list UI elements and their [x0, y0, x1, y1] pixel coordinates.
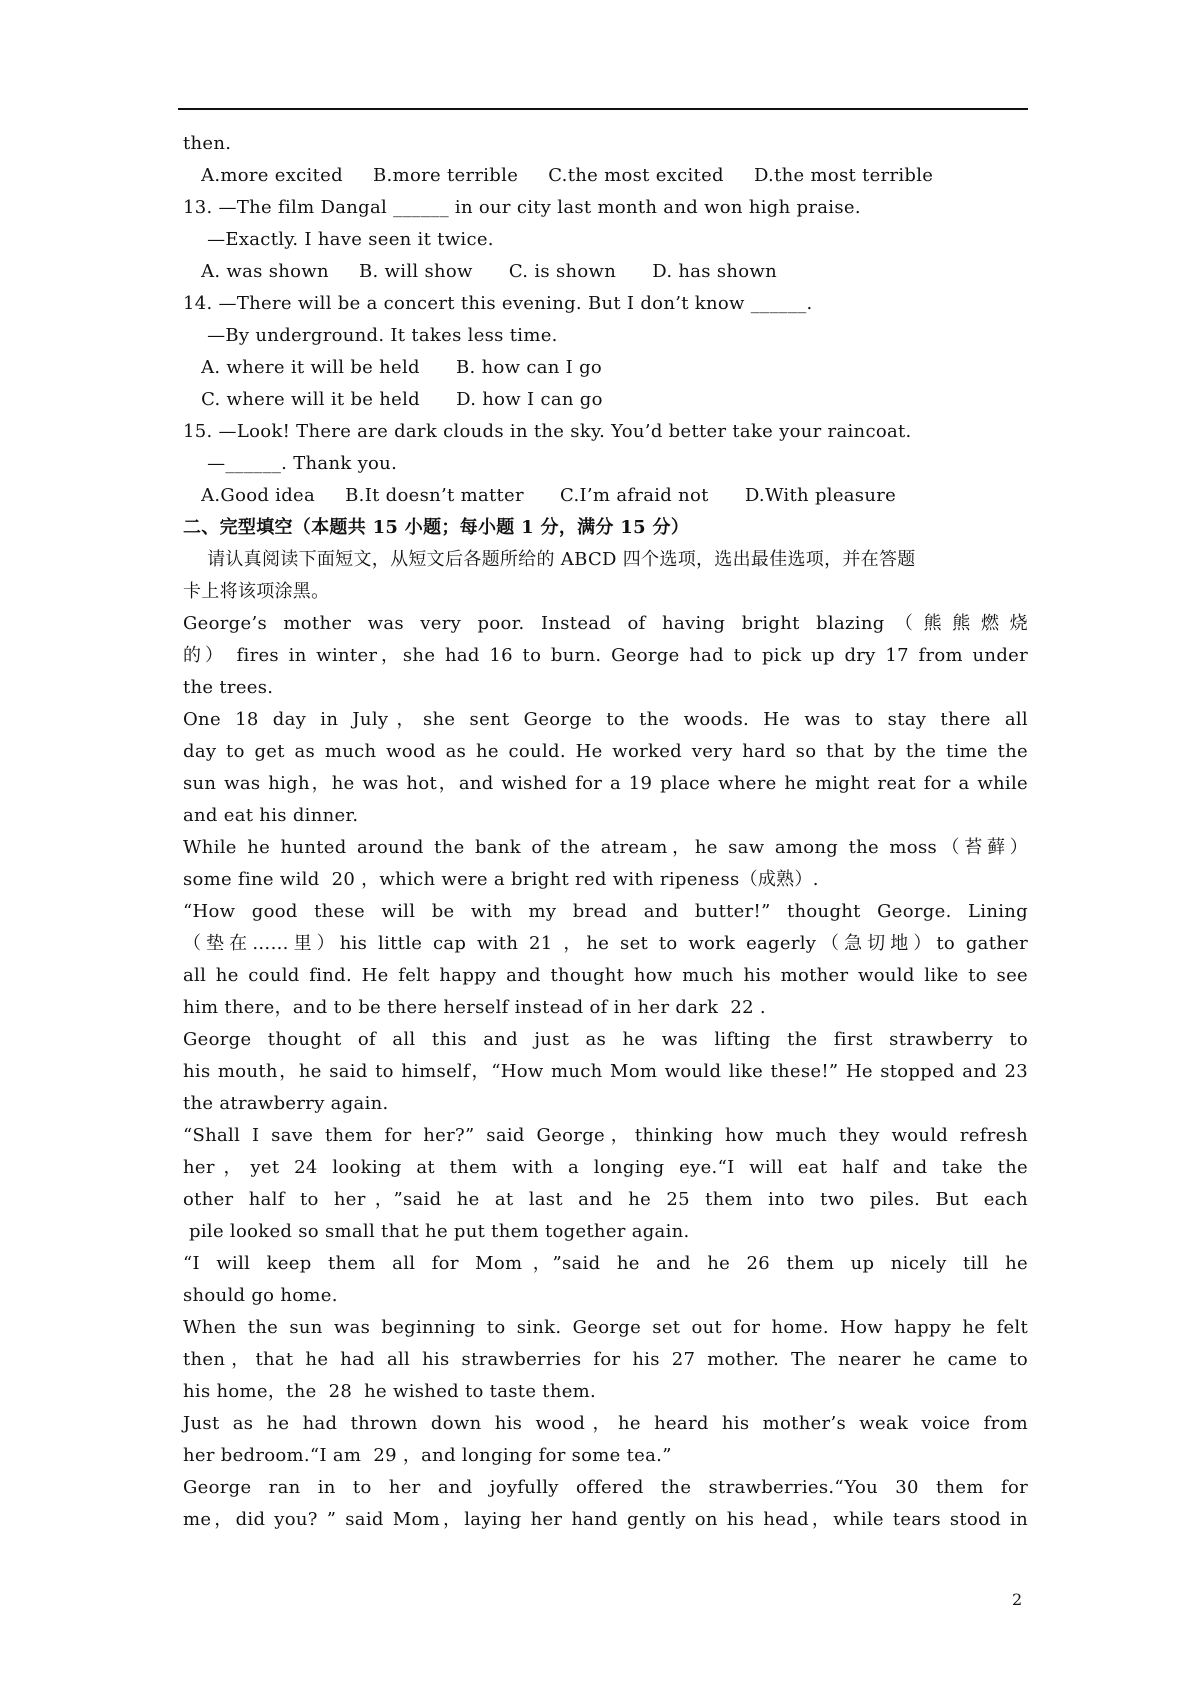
- text-line: —By underground. It takes less time.: [183, 325, 558, 346]
- text-line: him there，and to be there herself instead of in her dark 22 .: [183, 997, 766, 1018]
- text-line: One 18 day in July，she sent George to the woods. He was to stay there all: [183, 709, 1028, 730]
- text-line: pile looked so small that he put them together again.: [183, 1221, 690, 1242]
- text-line: （垫在……里）his little cap with 21 ，he set to work eagerly（急切地）to gather: [183, 933, 1028, 954]
- text-line: 二、完型填空（本题共 15 小题；每小题 1 分，满分 15 分）: [183, 517, 690, 538]
- text-line: his home，the 28 he wished to taste them.: [183, 1381, 597, 1402]
- header-rule: [178, 108, 1028, 110]
- text-line: 13. —The film Dangal ______ in our city last month and won high praise.: [183, 197, 861, 218]
- text-line: When the sun was beginning to sink. George set out for home. How happy he felt: [183, 1317, 1028, 1338]
- text-line: “I will keep them all for Mom，”said he and he 26 them up nicely till he: [183, 1253, 1028, 1274]
- text-line: day to get as much wood as he could. He worked very hard so that by the time the: [183, 741, 1028, 762]
- text-line: C. where will it be held D. how I can go: [183, 389, 603, 410]
- page-number: 2: [1012, 1590, 1023, 1609]
- text-line: some fine wild 20 ，which were a bright red with ripeness（成熟）.: [183, 869, 819, 890]
- text-line: —______. Thank you.: [183, 453, 398, 474]
- text-line: the trees.: [183, 677, 274, 698]
- text-line: A.Good idea B.It doesn’t matter C.I’m afraid not D.With pleasure: [183, 485, 897, 506]
- text-line: should go home.: [183, 1285, 338, 1306]
- text-line: me，did you? ” said Mom，laying her hand gently on his head，while tears stood in: [183, 1509, 1028, 1530]
- text-line: George’s mother was very poor. Instead of having bright blazing（熊熊燃烧: [183, 613, 1028, 634]
- text-line: Just as he had thrown down his wood，he heard his mother’s weak voice from: [183, 1413, 1028, 1434]
- text-line: A. where it will be held B. how can I go: [183, 357, 603, 378]
- text-line: 请认真阅读下面短文，从短文后各题所给的 ABCD 四个选项，选出最佳选项，并在答题: [183, 549, 916, 570]
- text-line: sun was high，he was hot，and wished for a 19 place where he might reat for a while: [183, 773, 1028, 794]
- text-line: —Exactly. I have seen it twice.: [183, 229, 494, 250]
- text-line: the atrawberry again.: [183, 1093, 389, 1114]
- text-line: 15. —Look! There are dark clouds in the sky. You’d better take your raincoat.: [183, 421, 912, 442]
- text-line: George thought of all this and just as he was lifting the first strawberry to: [183, 1029, 1028, 1050]
- text-line: 的） fires in winter，she had 16 to burn. George had to pick up dry 17 from under: [183, 645, 1028, 666]
- text-line: “Shall I save them for her?” said George，thinking how much they would refresh: [183, 1125, 1028, 1146]
- text-line: then，that he had all his strawberries for his 27 mother. The nearer he came to: [183, 1349, 1028, 1370]
- text-line: 卡上将该项涂黑。: [183, 581, 330, 602]
- text-line: other half to her，”said he at last and he 25 them into two piles. But each: [183, 1189, 1028, 1210]
- text-line: and eat his dinner.: [183, 805, 359, 826]
- text-line: her，yet 24 looking at them with a longing eye.“I will eat half and take the: [183, 1157, 1028, 1178]
- text-line: George ran in to her and joyfully offered the strawberries.“You 30 them for: [183, 1477, 1028, 1498]
- text-line: 14. —There will be a concert this evening. But I don’t know ______.: [183, 293, 813, 314]
- text-line: then.: [183, 133, 232, 154]
- text-line: A. was shown B. will show C. is shown D. has shown: [183, 261, 778, 282]
- text-line: his mouth，he said to himself，“How much Mom would like these!” He stopped and 23: [183, 1061, 1028, 1082]
- text-line: A.more excited B.more terrible C.the most excited D.the most terrible: [183, 165, 934, 186]
- text-line: “How good these will be with my bread and butter!” thought George. Lining: [183, 901, 1028, 922]
- text-line: While he hunted around the bank of the atream，he saw among the moss（苔藓）: [183, 837, 1028, 858]
- text-line: her bedroom.“I am 29 ，and longing for some tea.”: [183, 1445, 672, 1466]
- text-line: all he could find. He felt happy and thought how much his mother would like to see: [183, 965, 1028, 986]
